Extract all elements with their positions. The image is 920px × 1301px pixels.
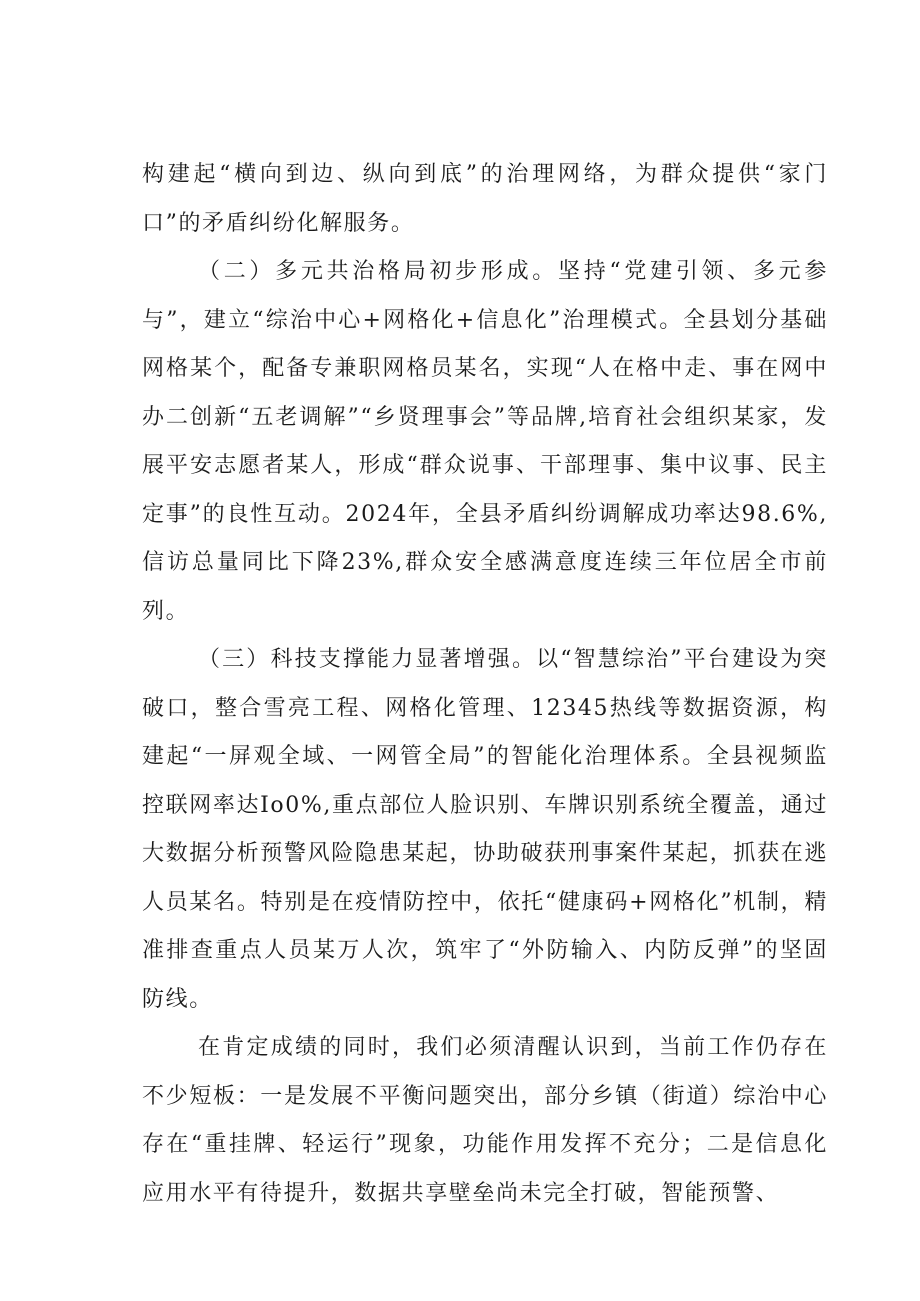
paragraph-shortcomings: 在肯定成绩的同时，我们必须清醒认识到，当前工作仍存在不少短板：一是发展不平衡问题突出，部分乡镇（街道）综治中心存在“重挂牌、轻运行”现象，功能作用发挥不充分；二是信息化应用水平有待提升，数据共享壁垒尚未完全打破，智能预警、 (142, 1035, 828, 1206)
paragraph-multi-governance: （二）多元共治格局初步形成。坚持“党建引领、多元参与”，建立“综治中心+网格化+信息化”治理模式。全县划分基础网格某个，配备专兼职网格员某名，实现“人在格中走、事在网中办二创新“五老调解”“乡贤理事会”等品牌,培育社会组织某家，发展平安志愿者某人，形成“群众说事、干部理事、集中议事、民主定事”的良性互动。2024年，全县矛盾纠纷调解成功率达98.6%,信访总量同比下降23%,群众安全感满意度连续三年位居全市前列。 (142, 259, 828, 624)
document-body (142, 151, 828, 1218)
paragraph-tech-support: （三）科技支撑能力显著增强。以“智慧综治”平台建设为突破口，整合雪亮工程、网格化管理、12345热线等数据资源，构建起“一屏观全域、一网管全局”的智能化治理体系。全县视频监控联网率达Io0%,重点部位人脸识别、车牌识别系统全覆盖，通过大数据分析预警风险隐患某起，协助破获刑事案件某起，抓获在逃人员某名。特别是在疫情防控中，依托“健康码+网格化”机制，精准排查重点人员某万人次，筑牢了“外防输入、内防反弹”的坚固防线。 (142, 647, 828, 1012)
paragraph-governance-network: 构建起“横向到边、纵向到底”的治理网络，为群众提供“家门口”的矛盾纠纷化解服务。 (142, 162, 828, 236)
